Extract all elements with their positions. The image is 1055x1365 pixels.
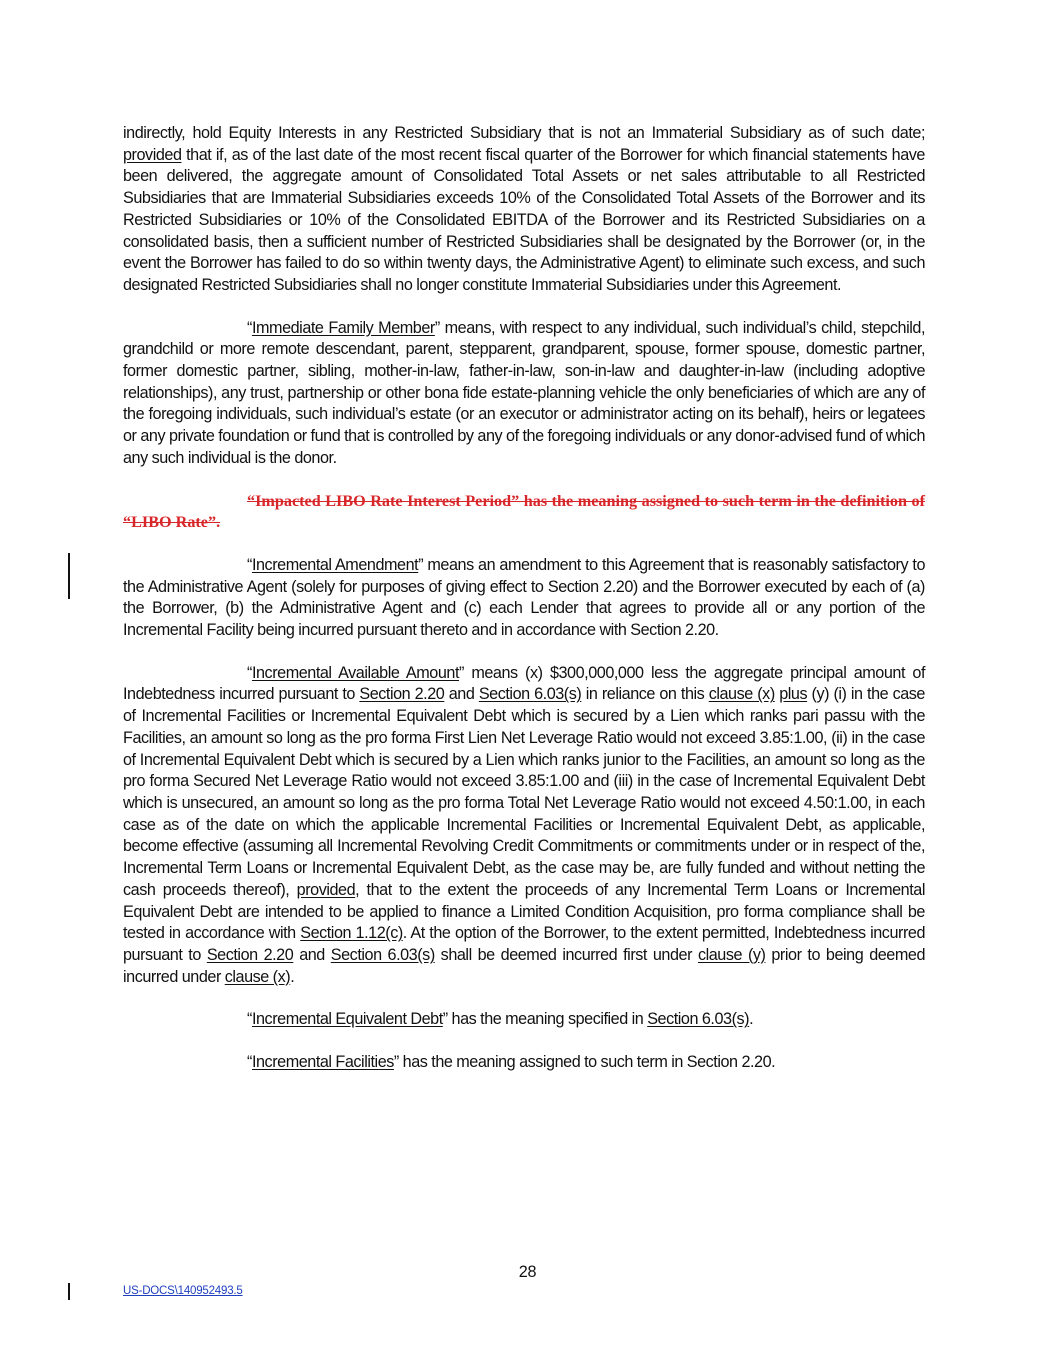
clause-reference: clause (x) (708, 685, 775, 704)
page-number: 28 (518, 1263, 537, 1281)
definition-impacted-libo-rate-deleted (123, 491, 925, 534)
defined-term: Incremental Equivalent Debt (251, 1010, 443, 1029)
defined-term: Incremental Available Amount (251, 663, 459, 682)
definition-incremental-facilities: “Incremental Facilities” has the meaning assigned to such term in Section 2.20. (247, 1053, 776, 1072)
definition-immediate-family-member: “Immediate Family Member” means, with respect to any individual, such individual’s child, stepchild, grandchild or more remote descendant, parent, stepparent, grandparent, spouse, former spouse, domestic partner, former domestic partner, sibling, mother-in-law, father-in-law, son-in-law and daughter-in-law (including adoptive relationships), any trust, partnership or other bona fide estate-planning vehicle the only beneficiaries of which are any of the foregoing individuals, such individual’s estate (or an executor or administrator acting on its behalf), heirs or legatees or any private foundation or fund that is controlled by any of the foregoing individuals or any donor-advised fund of which any such individual is the donor. (123, 318, 925, 467)
document-body (123, 123, 925, 1095)
definition-incremental-equivalent-debt: “Incremental Equivalent Debt” has the meaning specified in Section 6.03(s). (247, 1010, 754, 1029)
underlined-plus: plus (779, 685, 808, 704)
definition-incremental-amendment: “Incremental Amendment” means an amendment to this Agreement that is reasonably satisfactory to the Administrative Agent (solely for purposes of giving effect to Section 2.20) and the Borrower executed by each of (a) the Borrower, (b) the Administrative Agent and (c) each Lender that agrees to provide all or any portion of the Incremental Facility being incurred pursuant thereto and in accordance with Section 2.20. (123, 555, 925, 640)
document-id: US-DOCS\140952493.5 (123, 1285, 243, 1297)
revision-change-bar-footer (68, 1283, 70, 1300)
section-reference: Section 1.12(c) (300, 924, 403, 943)
section-reference: Section 6.03(s) (647, 1010, 750, 1029)
underlined-provided: provided (296, 880, 356, 899)
clause-reference: clause (y) (697, 945, 766, 964)
definition-incremental-available-amount: “Incremental Available Amount” means (x) $300,000,000 less the aggregate principal amount of Indebtedness incurred pursuant to Section 2.20 and Section 6.03(s) in reliance on this clause (x) plus (y) (i) in the case of Incremental Facilities or Incremental Equivalent Debt which is secured by a Lien which ranks pari passu with the Facilities, an amount so long as the pro forma First Lien Net Leverage Ratio would not exceed 3.85:1.00, (ii) in the case of Incremental Equivalent Debt which is secured by a Lien which ranks junior to the Facilities, an amount so long as the pro forma Secured Net Leverage Ratio would not exceed 3.85:1.00 and (iii) in the case of Incremental Equivalent Debt which is unsecured, an amount so long as the pro forma Total Net Leverage Ratio would not exceed 4.50:1.00, in each case as of the date on which the applicable Incremental Facilities or Incremental Equivalent Debt, as applicable, become effective (assuming all Incremental Revolving Credit Commitments or commitments under or in respect of the, Incremental Term Loans or Incremental Equivalent Debt, as the case may be, are fully funded and without netting the cash proceeds thereof), provided, that to the extent the proceeds of any Incremental Term Loans or Incremental Equivalent Debt are intended to be applied to finance a Limited Condition Acquisition, pro forma compliance shall be tested in accordance with Section 1.12(c). At the option of the Borrower, to the extent permitted, Indebtedness incurred pursuant to Section 2.20 and Section 6.03(s) shall be deemed incurred first under clause (y) prior to being deemed incurred under clause (x). (123, 663, 925, 986)
clause-reference: clause (x) (224, 967, 291, 986)
section-reference: Section 2.20 (206, 945, 294, 964)
underlined-provided: provided (123, 145, 182, 164)
paragraph-immaterial-subsidiary-continued: indirectly, hold Equity Interests in any Restricted Subsidiary that is not an Immaterial Subsidiary as of such date; provided that if, as of the last date of the most recent fiscal quarter of the Borrower for which financial statements have been delivered, the aggregate amount of Consolidated Total Assets or net sales attributable to all Restricted Subsidiaries that are Immaterial Subsidiaries exceeds 10% of the Consolidated Total Assets of the Borrower and its Restricted Subsidiaries or 10% of the Consolidated EBITDA of the Borrower and its Restricted Subsidiaries on a consolidated basis, then a sufficient number of Restricted Subsidiaries shall be designated by the Borrower (or, in the event the Borrower has failed to do so within twenty days, the Administrative Agent) to eliminate such excess, and such designated Restricted Subsidiaries shall no longer constitute Immaterial Subsidiaries under this Agreement. (123, 124, 925, 294)
revision-change-bar (68, 553, 70, 599)
defined-term: Immediate Family Member (251, 318, 435, 337)
defined-term: Incremental Amendment (251, 555, 419, 574)
defined-term: Incremental Facilities (251, 1053, 394, 1072)
section-reference: Section 2.20 (359, 685, 445, 704)
section-reference: Section 6.03(s) (330, 945, 435, 964)
section-reference: Section 6.03(s) (478, 685, 582, 704)
deleted-text: “Impacted LIBO Rate Interest Period” has the meaning assigned to such term in the definition of “LIBO Rate”. (123, 491, 925, 532)
